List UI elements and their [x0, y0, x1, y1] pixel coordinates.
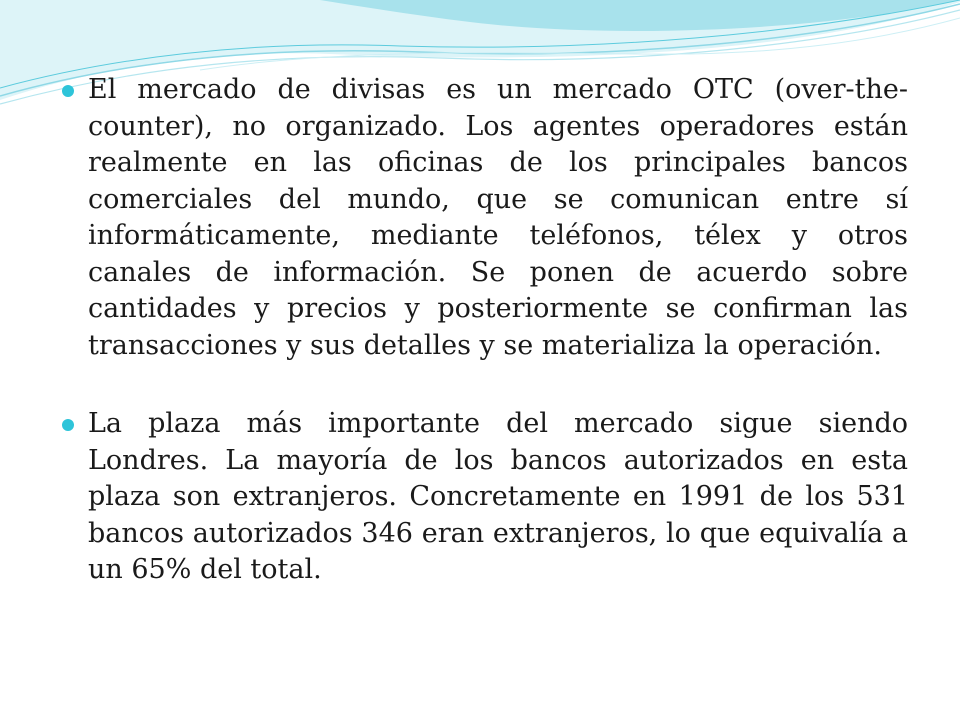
bullet-text: La plaza más importante del mercado sigue siendo Londres. La mayoría de los bancos autorizados en esta plaza son extranjeros. Concretamente en 1991 de los 531 bancos autorizados 346 eran extranjeros, lo que equivalía a un 65% del total.	[88, 408, 908, 585]
bullet-dot-icon	[62, 85, 74, 97]
bullet-text: El mercado de divisas es un mercado OTC (over-the-counter), no organizado. Los agentes operadores están realmente en las oficinas de los principales bancos comerciales del mundo, que se comunican entre sí informáticamente, mediante teléfonos, télex y otros canales de información. Se ponen de acuerdo sobre cantidades y precios y posteriormente se confirman las transacciones y sus detalles y se materializa la operación.	[88, 74, 908, 361]
bullet-dot-icon	[62, 419, 74, 431]
bullet-item	[60, 406, 908, 589]
slide-body	[60, 72, 908, 589]
bullet-item	[60, 72, 908, 364]
